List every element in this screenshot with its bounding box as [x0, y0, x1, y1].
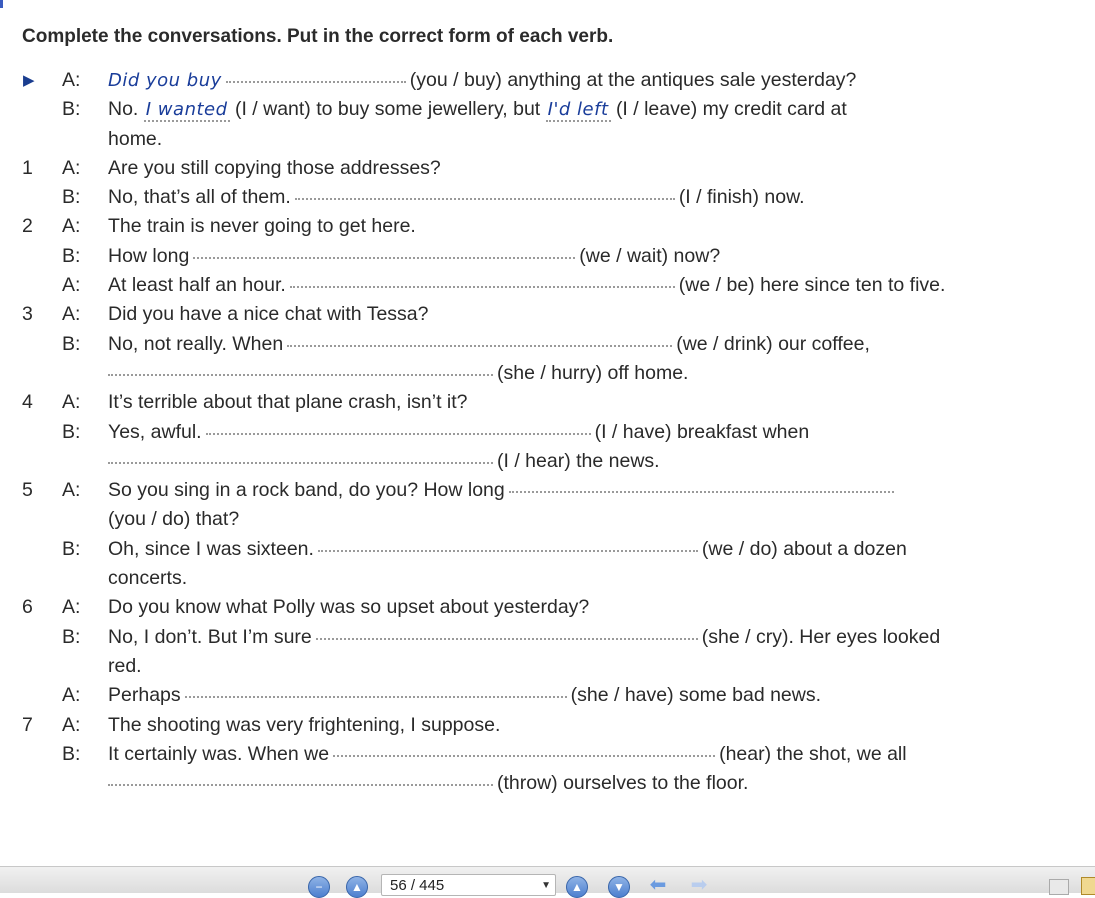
- viewer-toolbar: [0, 866, 1095, 896]
- item-6-c: A: Perhaps (she / have) some bad news.: [62, 684, 822, 707]
- item-5-b: B: Oh, since I was sixteen. (we / do) about a dozen: [62, 537, 907, 560]
- back-arrow-icon[interactable]: ⬅: [649, 874, 667, 896]
- item-number: 1: [22, 156, 33, 179]
- answer-blank[interactable]: [108, 461, 493, 464]
- item-2-c: A: At least half an hour. (we / be) here since ten to five.: [62, 274, 946, 297]
- item-3-c: (she / hurry) off home.: [0, 359, 1095, 388]
- item-7-c: (throw) ourselves to the floor.: [0, 769, 1095, 798]
- answer-blank[interactable]: [108, 783, 493, 786]
- item-number: 2: [22, 215, 33, 238]
- zoom-in-icon[interactable]: ▲: [346, 876, 368, 898]
- answer-blank[interactable]: [290, 285, 675, 288]
- item-number: 5: [22, 479, 33, 502]
- item-6-b2: red.: [108, 654, 142, 677]
- handwritten-answer: Did you buy: [108, 70, 222, 91]
- next-page-icon[interactable]: ▼: [608, 876, 630, 898]
- item-5-b2: concerts.: [108, 567, 188, 590]
- item-3-b: B: No, not really. When (we / drink) our coffee,: [62, 332, 870, 355]
- item-7-a: 7 A: The shooting was very frightening, I suppose.: [0, 711, 1095, 740]
- item-1-a: 1 A: Are you still copying those addresses?: [0, 154, 1095, 183]
- exercise-list: [0, 66, 1095, 798]
- speaker-label: A:: [62, 69, 81, 91]
- item-5-a: 5 A: So you sing in a rock band, do you? How long: [0, 476, 1095, 505]
- note-icon[interactable]: [1081, 877, 1095, 895]
- answer-blank: [226, 80, 406, 83]
- item-4-b: B: Yes, awful. (I / have) breakfast when: [62, 420, 810, 443]
- speaker-label: B:: [62, 98, 81, 121]
- item-1-b: B: No, that’s all of them. (I / finish) now.: [62, 186, 805, 209]
- item-number: 7: [22, 713, 33, 736]
- item-5-a2: (you / do) that?: [108, 508, 240, 531]
- exercise-heading: Complete the conversations. Put in the correct form of each verb.: [22, 26, 614, 47]
- handwritten-answer: I'd left: [547, 99, 609, 121]
- example-line-c: home.: [108, 127, 163, 150]
- prev-page-icon[interactable]: ▲: [566, 876, 588, 898]
- item-number: 6: [22, 596, 33, 619]
- answer-blank[interactable]: [108, 373, 493, 376]
- item-4-c: (I / hear) the news.: [0, 447, 1095, 476]
- corner-mark: [0, 0, 3, 8]
- item-2-b: B: How long (we / wait) now?: [62, 244, 721, 267]
- zoom-out-icon[interactable]: −: [308, 876, 330, 898]
- page-number-field[interactable]: 56 / 445 ▼: [381, 874, 556, 896]
- item-4-a: 4 A: It’s terrible about that plane crash, isn’t it?: [0, 388, 1095, 417]
- verb-prompt: (you / buy) anything at the antiques sale yesterday?: [409, 69, 857, 91]
- example-arrow-icon: ▶: [23, 72, 35, 89]
- item-3-a: 3 A: Did you have a nice chat with Tessa?: [0, 300, 1095, 329]
- item-6-b: B: No, I don’t. But I’m sure (she / cry). Her eyes looked: [62, 625, 941, 648]
- answer-blank[interactable]: [318, 549, 698, 552]
- answer-blank[interactable]: [509, 490, 894, 493]
- answer-blank[interactable]: [295, 197, 675, 200]
- example-line-b: B: No. I wanted (I / want) to buy some jewellery, but I'd left (I / leave) my credit card at: [0, 95, 1095, 124]
- document-icon[interactable]: [1049, 879, 1069, 895]
- answer-blank[interactable]: [185, 695, 567, 698]
- answer-blank[interactable]: [316, 637, 698, 640]
- forward-arrow-icon[interactable]: ➡: [690, 874, 708, 896]
- item-6-a: 6 A: Do you know what Polly was so upset about yesterday?: [0, 593, 1095, 622]
- item-7-b: B: It certainly was. When we (hear) the shot, we all: [62, 742, 907, 765]
- verb-prompt: (I / want) to buy some jewellery, but: [234, 98, 541, 121]
- page-dropdown-icon[interactable]: ▼: [541, 880, 551, 891]
- item-number: 3: [22, 303, 33, 326]
- item-number: 4: [22, 391, 33, 414]
- answer-blank[interactable]: [287, 344, 672, 347]
- answer-blank[interactable]: [206, 432, 591, 435]
- verb-prompt: (I / leave) my credit card at: [615, 98, 847, 121]
- answer-blank[interactable]: [333, 754, 715, 757]
- example-line-a: [0, 66, 1095, 95]
- handwritten-answer: I wanted: [145, 99, 228, 121]
- answer-blank[interactable]: [193, 256, 575, 259]
- item-2-a: 2 A: The train is never going to get here.: [0, 212, 1095, 241]
